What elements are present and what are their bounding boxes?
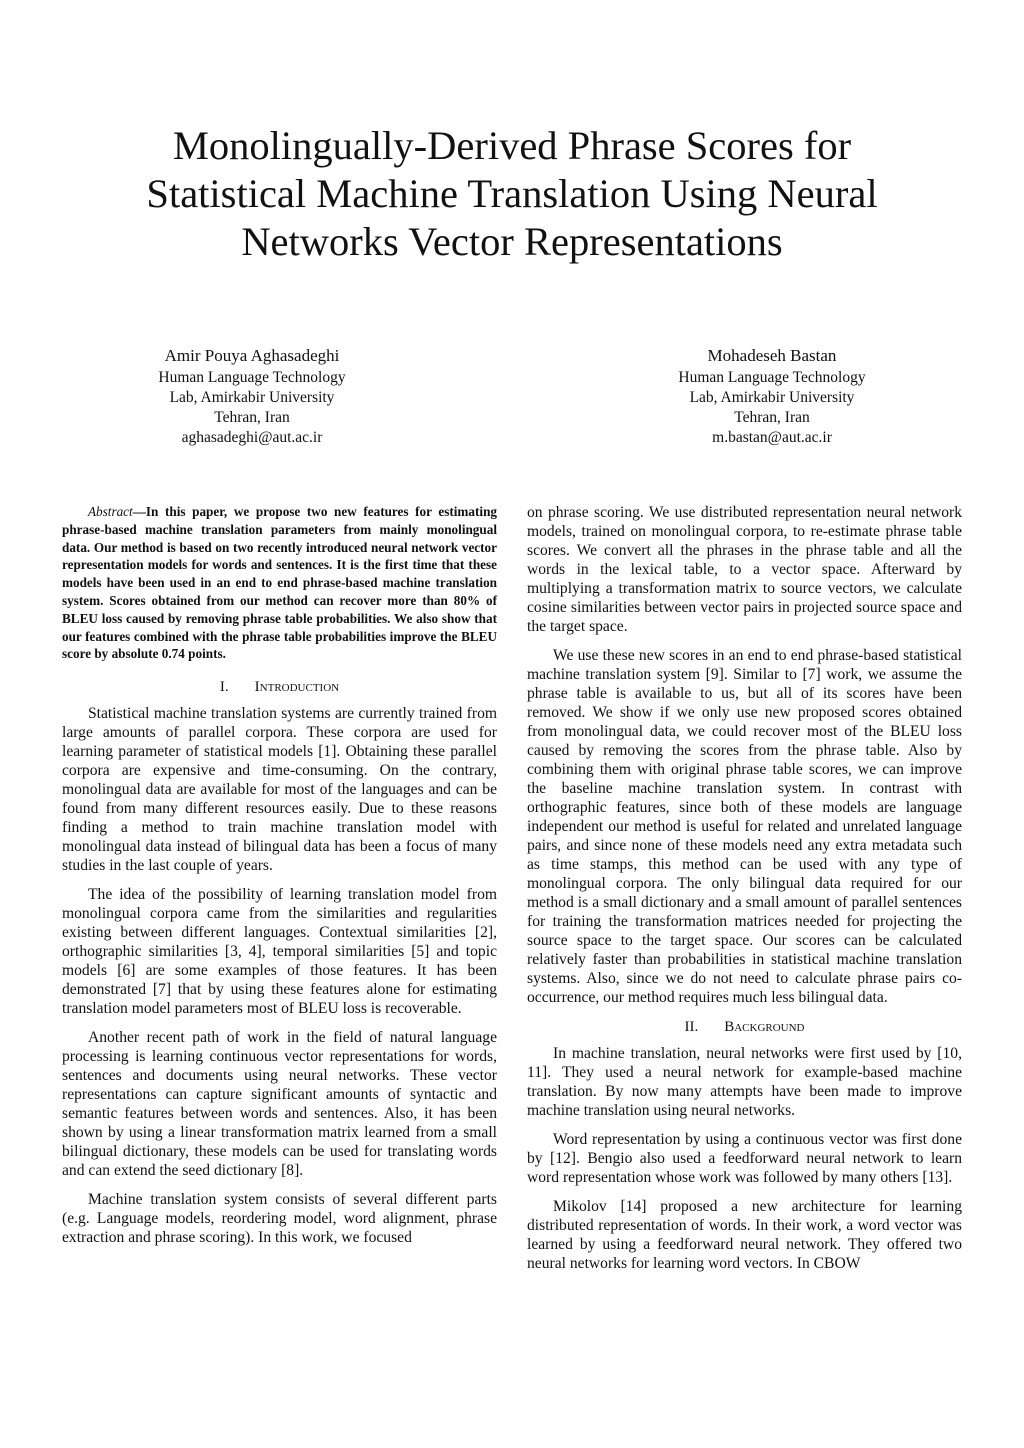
paragraph: on phrase scoring. We use distributed representation neural network models, trained on monolingual corpora, to re-estimate phrase table scores. We convert all the phrases in the phrase table and all the words in the lexical table, to a vector space. Afterward by multiplying a transformation matrix to source vectors, we calculate cosine similarities between vector pairs in projected source space and the target space.	[527, 504, 962, 635]
paragraph: Mikolov [14] proposed a new architecture for learning distributed representation of words. In their work, a word vector was learned by using a feedforward neural network. They offered two neural networks for learning word vectors. In CBOW	[527, 1198, 962, 1272]
paragraph: In machine translation, neural networks were first used by [10, 11]. They used a neural network for example-based machine translation. By now many attempts have been made to improve machine translation using neural networks.	[527, 1045, 962, 1119]
author-city: Tehran, Iran	[734, 409, 810, 426]
section-number: I.	[219, 679, 229, 696]
author-city: Tehran, Iran	[214, 409, 290, 426]
paragraph: Statistical machine translation systems are currently trained from large amounts of parallel corpora. These corpora are used for learning parameter of statistical models [1]. Obtaining these parallel corpora are expensive and time-consuming. On the contrary, monolingual data are available for most of the languages and can be found from many different resources easily. Due to these reasons finding a method to train machine translation model with monolingual data instead of bilingual data has been a focus of many studies in the last couple of years.	[62, 705, 497, 875]
abstract-text: In this paper, we propose two new features for estimating phrase-based machine translation parameters from mainly monolingual data. Our method is based on two recently introduced neural network vector representation models for words and sentences. It is the first time that these models have been used in an end to end phrase-based machine translation system. Scores obtained from our method can recover more than 80% of BLEU loss caused by removing phrase table probabilities. We also show that our features combined with the phrase table probabilities improve the BLEU score by absolute 0.74 points.	[62, 504, 497, 662]
section-title: Background	[724, 1019, 805, 1035]
section-title: Introduction	[254, 679, 340, 696]
abstract-dash: —	[132, 504, 146, 519]
author-name: Mohadeseh Bastan	[707, 346, 837, 365]
author-affiliation: Lab, Amirkabir University	[169, 389, 335, 406]
author-affiliation: Human Language Technology	[158, 369, 346, 386]
abstract	[62, 503, 497, 663]
author-affiliation: Human Language Technology	[678, 369, 866, 386]
paragraph: Word representation by using a continuous vector was first done by [12]. Bengio also used a feedforward neural network to learn word representation whose work was followed by many others [13].	[527, 1131, 962, 1186]
abstract-label: Abstract	[88, 504, 133, 519]
author-email: aghasadeghi@aut.ac.ir	[181, 429, 323, 446]
paragraph: Machine translation system consists of several different parts (e.g. Language models, reordering model, word alignment, phrase extraction and phrase scoring). In this work, we focused	[62, 1191, 497, 1247]
author-name: Amir Pouya Aghasadeghi	[164, 346, 340, 365]
author-affiliation: Lab, Amirkabir University	[689, 389, 855, 406]
author-block-2	[622, 344, 922, 448]
right-column	[527, 503, 962, 1283]
author-block-1	[102, 344, 402, 448]
paragraph: The idea of the possibility of learning translation model from monolingual corpora came from the similarities and regularities existing between different languages. Contextual similarities [2], orthographic similarities [3, 4], temporal similarities [5] and topic models [6] are some examples of those features. It has been demonstrated [7] that by using these features alone for estimating translation model parameters most of BLEU loss is recoverable.	[62, 886, 497, 1018]
author-email: m.bastan@aut.ac.ir	[712, 429, 832, 446]
paper-title: Monolingually-Derived Phrase Scores for Statistical Machine Translation Using Neural Networks Vector Representations	[146, 123, 878, 264]
paragraph: We use these new scores in an end to end phrase-based statistical machine translation system [9]. Similar to [7] work, we assume the phrase table is available to us, but all of its scores have been removed. We show if we only use new proposed scores obtained from monolingual data, we could recover most of the BLEU loss caused by removing the scores from the phrase table. Also by combining them with original phrase table scores, we can improve the baseline machine translation system. In contrast with orthographic features, since both of these models are language independent our method is useful for related and unrelated language pairs, and since none of these models need any extra metadata such as time stamps, this method can be used with any type of monolingual corpora. The only bilingual data required for our method is a small dictionary and a small amount of parallel sentences for training the transformation matrices needed for projecting the source space to the target space. Our scores can be calculated relatively faster than probabilities in statistical machine translation systems. Also, since we do not need to calculate phrase pairs co-occurrence, our method requires much less bilingual data.	[527, 647, 962, 1006]
paragraph: Another recent path of work in the field of natural language processing is learning continuous vector representations for words, sentences and documents using neural networks. These vector representations can capture significant amounts of syntactic and semantic features between words and sentences. Also, it has been shown by using a linear transformation matrix learned from a small bilingual dictionary, these models can be used for translating words and can extend the seed dictionary [8].	[62, 1029, 497, 1180]
section-number: II.	[684, 1019, 699, 1035]
section-heading-background	[527, 1017, 962, 1037]
left-column	[62, 503, 497, 1257]
section-heading-introduction	[62, 677, 497, 697]
